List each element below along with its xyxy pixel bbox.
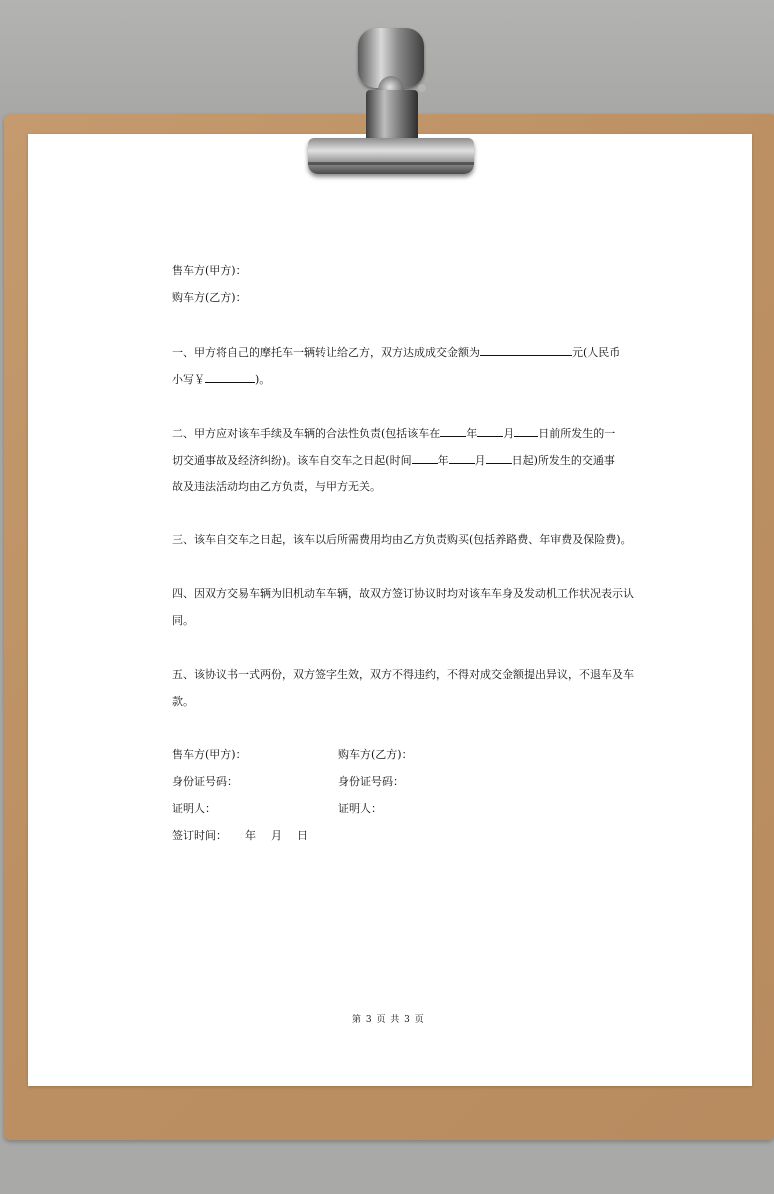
signature-buyer: 购车方(乙方)：: [338, 748, 413, 761]
clause-2-line-1: [172, 426, 615, 441]
signature-seller: 售车方(甲方)：: [172, 748, 247, 761]
page-number: 第 3 页 共 3 页: [352, 1015, 425, 1025]
clause-2-text-b: 日前所发生的一: [538, 427, 616, 440]
buyer-line: 购车方(乙方)：: [172, 291, 247, 304]
clause-2-line-3: 故及违法活动均由乙方负责，与甲方无关。: [172, 480, 381, 493]
signature-buyer-id: 身份证号码：: [338, 775, 404, 788]
clause-4-line-1: 四、因双方交易车辆为旧机动车车辆，故双方签订协议时均对该车车身及发动机工作状况表示认: [172, 587, 634, 600]
time-year-blank: [412, 453, 438, 464]
clause-1-text-b: 元(人民币: [572, 346, 621, 359]
amount-blank: [480, 345, 572, 356]
clause-1-text-c: 小写￥: [172, 373, 205, 386]
watermark: [91, 464, 111, 488]
signature-witness-right: 证明人：: [338, 802, 382, 815]
clause-2-line-2: [172, 453, 615, 468]
amount-figure-blank: [205, 372, 255, 383]
signature-time-year: 年: [245, 829, 256, 842]
clause-2-month: 月: [503, 427, 515, 440]
signature-time-month: 月: [271, 829, 282, 842]
seller-line: 售车方(甲方)：: [172, 264, 247, 277]
clause-1-text-a: 一、甲方将自己的摩托车一辆转让给乙方，双方达成成交金额为: [172, 346, 480, 359]
clause-3-line-1: 三、该车自交车之日起，该车以后所需费用均由乙方负责购买(包括养路费、年审费及保险费)。: [172, 533, 632, 546]
binder-clip-icon: [300, 24, 480, 180]
clause-5-line-2: 款。: [172, 695, 194, 708]
clause-1-text-d: )。: [255, 373, 271, 386]
signature-witness-left: 证明人：: [172, 802, 216, 815]
clause-4-line-2: 同。: [172, 614, 194, 627]
signature-time-day: 日: [297, 829, 308, 842]
clause-5-line-1: 五、该协议书一式两份，双方签字生效，双方不得违约，不得对成交金额提出异议，不退车及车: [172, 668, 634, 681]
clause-2-time-year: 年: [437, 454, 449, 467]
time-month-blank: [449, 453, 475, 464]
time-day-blank: [486, 453, 512, 464]
clause-1-line-2: [172, 372, 270, 387]
clause-2-text-a: 二、甲方应对该车手续及车辆的合法性负责(包括该车在: [172, 427, 441, 440]
clause-2-text-c: 切交通事故及经济纠纷)。该车自交车之日起(时间: [172, 454, 412, 467]
year-blank: [440, 426, 466, 437]
day-blank: [514, 426, 538, 437]
month-blank: [477, 426, 503, 437]
clause-2-text-d: 日起)所发生的交通事: [511, 454, 615, 467]
clause-2-year: 年: [466, 427, 478, 440]
signature-seller-id: 身份证号码：: [172, 775, 238, 788]
document-page: [28, 134, 752, 1086]
clause-2-time-month: 月: [474, 454, 486, 467]
clause-1-line-1: [172, 345, 620, 360]
signature-time-label: 签订时间：: [172, 829, 227, 842]
